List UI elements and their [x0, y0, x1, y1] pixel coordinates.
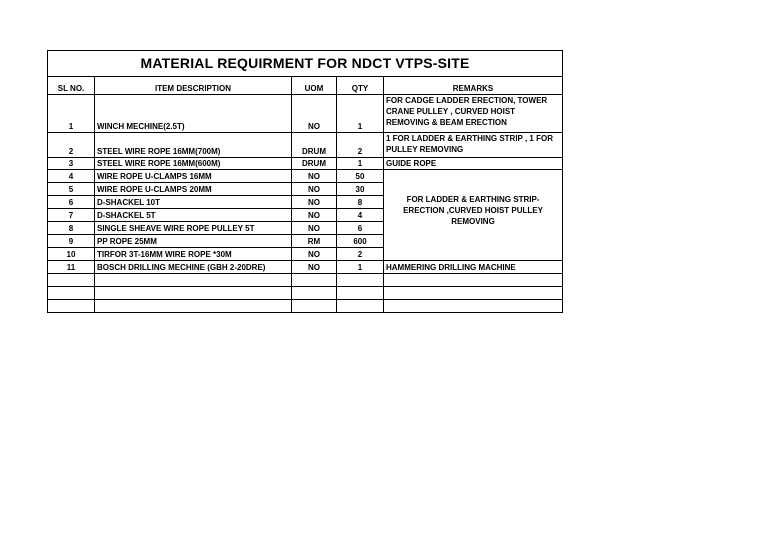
empty-row	[48, 287, 563, 300]
table-row	[48, 95, 563, 133]
empty-cell	[384, 287, 563, 300]
table-row	[48, 158, 563, 170]
table-row	[48, 261, 563, 274]
cell-uom: NO	[292, 248, 337, 261]
cell-qty: 2	[337, 133, 384, 158]
cell-uom: NO	[292, 170, 337, 183]
empty-row	[48, 300, 563, 313]
cell-qty: 600	[337, 235, 384, 248]
cell-sl: 1	[48, 95, 95, 133]
empty-cell	[95, 287, 292, 300]
empty-row	[48, 274, 563, 287]
empty-cell	[337, 300, 384, 313]
cell-sl: 7	[48, 209, 95, 222]
cell-qty: 6	[337, 222, 384, 235]
cell-sl: 3	[48, 158, 95, 170]
cell-sl: 4	[48, 170, 95, 183]
table-row	[48, 170, 563, 183]
cell-uom: NO	[292, 209, 337, 222]
cell-description: D-SHACKEL 5T	[95, 209, 292, 222]
cell-description: D-SHACKEL 10T	[95, 196, 292, 209]
material-requirement-table	[47, 50, 563, 313]
empty-cell	[48, 287, 95, 300]
cell-qty: 1	[337, 261, 384, 274]
sheet-title: MATERIAL REQUIRMENT FOR NDCT VTPS-SITE	[48, 51, 563, 77]
cell-sl: 8	[48, 222, 95, 235]
cell-sl: 11	[48, 261, 95, 274]
cell-uom: NO	[292, 222, 337, 235]
empty-cell	[95, 274, 292, 287]
cell-description: WIRE ROPE U-CLAMPS 20MM	[95, 183, 292, 196]
header-row	[48, 77, 563, 95]
cell-description: SINGLE SHEAVE WIRE ROPE PULLEY 5T	[95, 222, 292, 235]
cell-description: BOSCH DRILLING MECHINE (GBH 2-20DRE)	[95, 261, 292, 274]
cell-remarks-merged: FOR LADDER & EARTHING STRIP-ERECTION ,CURVED HOIST PULLEY REMOVING	[384, 170, 563, 261]
cell-sl: 5	[48, 183, 95, 196]
header-uom: UOM	[292, 77, 337, 95]
empty-cell	[384, 274, 563, 287]
empty-cell	[48, 300, 95, 313]
cell-uom: NO	[292, 261, 337, 274]
header-item-description: ITEM DESCRIPTION	[95, 77, 292, 95]
cell-remarks: HAMMERING DRILLING MACHINE	[384, 261, 563, 274]
header-sl-no: SL NO.	[48, 77, 95, 95]
cell-sl: 10	[48, 248, 95, 261]
cell-uom: DRUM	[292, 133, 337, 158]
cell-description: STEEL WIRE ROPE 16MM(600M)	[95, 158, 292, 170]
cell-description: STEEL WIRE ROPE 16MM(700M)	[95, 133, 292, 158]
cell-uom: NO	[292, 196, 337, 209]
cell-uom: RM	[292, 235, 337, 248]
cell-description: WINCH MECHINE(2.5T)	[95, 95, 292, 133]
cell-remarks: 1 FOR LADDER & EARTHING STRIP , 1 FOR PULLEY REMOVING	[384, 133, 563, 158]
cell-qty: 8	[337, 196, 384, 209]
cell-remarks: GUIDE ROPE	[384, 158, 563, 170]
cell-sl: 6	[48, 196, 95, 209]
header-remarks: REMARKS	[384, 77, 563, 95]
cell-qty: 2	[337, 248, 384, 261]
empty-cell	[337, 287, 384, 300]
cell-qty: 1	[337, 158, 384, 170]
empty-cell	[292, 287, 337, 300]
cell-uom: NO	[292, 183, 337, 196]
empty-cell	[292, 300, 337, 313]
empty-cell	[48, 274, 95, 287]
empty-cell	[95, 300, 292, 313]
cell-uom: DRUM	[292, 158, 337, 170]
cell-qty: 50	[337, 170, 384, 183]
empty-cell	[384, 300, 563, 313]
table-row	[48, 133, 563, 158]
cell-sl: 9	[48, 235, 95, 248]
cell-qty: 30	[337, 183, 384, 196]
cell-sl: 2	[48, 133, 95, 158]
empty-cell	[292, 274, 337, 287]
cell-description: TIRFOR 3T-16MM WIRE ROPE *30M	[95, 248, 292, 261]
empty-cell	[337, 274, 384, 287]
header-qty: QTY	[337, 77, 384, 95]
cell-description: WIRE ROPE U-CLAMPS 16MM	[95, 170, 292, 183]
cell-remarks: FOR CADGE LADDER ERECTION, TOWER CRANE PULLEY , CURVED HOIST REMOVING & BEAM ERECTION	[384, 95, 563, 133]
cell-qty: 4	[337, 209, 384, 222]
cell-qty: 1	[337, 95, 384, 133]
title-row	[48, 51, 563, 77]
cell-uom: NO	[292, 95, 337, 133]
cell-description: PP ROPE 25MM	[95, 235, 292, 248]
